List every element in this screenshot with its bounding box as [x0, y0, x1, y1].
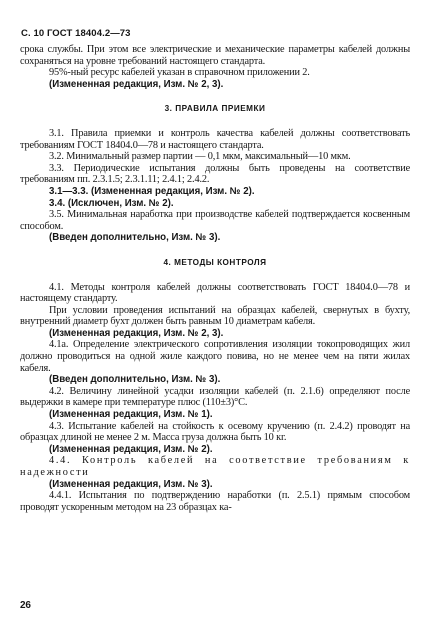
page-content [20, 44, 410, 513]
amendment-note: (Введен дополнительно, Изм. № 3). [49, 374, 221, 386]
paragraph: 3.3. Периодические испытания должны быть проведены на соответствие требованиям пп. 2.3.1.5; 2.3.1.11; 2.4.1; 2.4.2. [20, 162, 410, 186]
paragraph: 3.1. Правила приемки и контроль качества кабелей должны соответствовать требованиям ГОСТ 18404.0—78 и настоящего стандарта. [20, 127, 410, 151]
amendment-note: 3.1—3.3. (Измененная редакция, Изм. № 2). [49, 185, 255, 197]
paragraph: 4.4.1. Испытания по подтверждению наработки (п. 2.5.1) прямым способом проводят ускоренным методом на 23 образцах ка- [20, 490, 410, 513]
amendment-note: (Измененная редакция, Изм. № 3). [49, 478, 213, 490]
paragraph: 4.1а. Определение электрического сопротивления изоляции токопроводящих жил должно проводиться на одной жиле каждого повива, но не менее чем на пяти жилах кабеля. [20, 339, 410, 374]
section-heading: 4. МЕТОДЫ КОНТРОЛЯ [163, 257, 267, 267]
paragraph: 4.3. Испытание кабелей на стойкость к осевому кручению (п. 2.4.2) проводят на образцах длиной не менее 2 м. Масса груза должна быть 10 кг. [20, 420, 410, 444]
amendment-note: (Измененная редакция, Изм. № 2). [49, 443, 213, 455]
paragraph: 4.2. Величину линейной усадки изоляции кабелей (п. 2.1.6) определяют после выдержки в камере при температуре плюс (110±3)°С. [20, 385, 410, 409]
paragraph: срока службы. При этом все электрические и механические параметры кабелей должны сохраняться на уровне требований настоящего стандарта. [20, 44, 410, 67]
paragraph: 4.4. Контроль кабелей на соответствие требованиям к надежности [20, 455, 410, 478]
paragraph: 3.2. Минимальный размер партии — 0,1 мкм, максимальный—10 мкм. [49, 151, 351, 163]
section-heading: 3. ПРАВИЛА ПРИЕМКИ [164, 104, 266, 114]
amendment-note: (Измененная редакция, Изм. № 2, 3). [49, 78, 224, 90]
paragraph: 3.5. Минимальная наработка при производстве кабелей подтверждается косвенным способом. [20, 209, 410, 232]
amendment-note: (Введен дополнительно, Изм. № 3). [49, 232, 221, 244]
amendment-note: (Измененная редакция, Изм. № 2, 3). [49, 327, 224, 339]
paragraph: 95%-ный ресурс кабелей указан в справочном приложении 2. [49, 67, 310, 79]
amendment-note: (Измененная редакция, Изм. № 1). [49, 409, 213, 421]
page-number: 26 [20, 600, 31, 611]
page-header: С. 10 ГОСТ 18404.2—73 [21, 28, 131, 39]
paragraph: 4.1. Методы контроля кабелей должны соответствовать ГОСТ 18404.0—78 и настоящему стандарту. [20, 281, 410, 305]
paragraph: При условии проведения испытаний на образцах кабелей, свернутых в бухту, внутренний диаметр бухт должен быть равным 10 диаметрам кабеля. [20, 304, 410, 328]
amendment-note: 3.4. (Исключен, Изм. № 2). [49, 197, 174, 209]
